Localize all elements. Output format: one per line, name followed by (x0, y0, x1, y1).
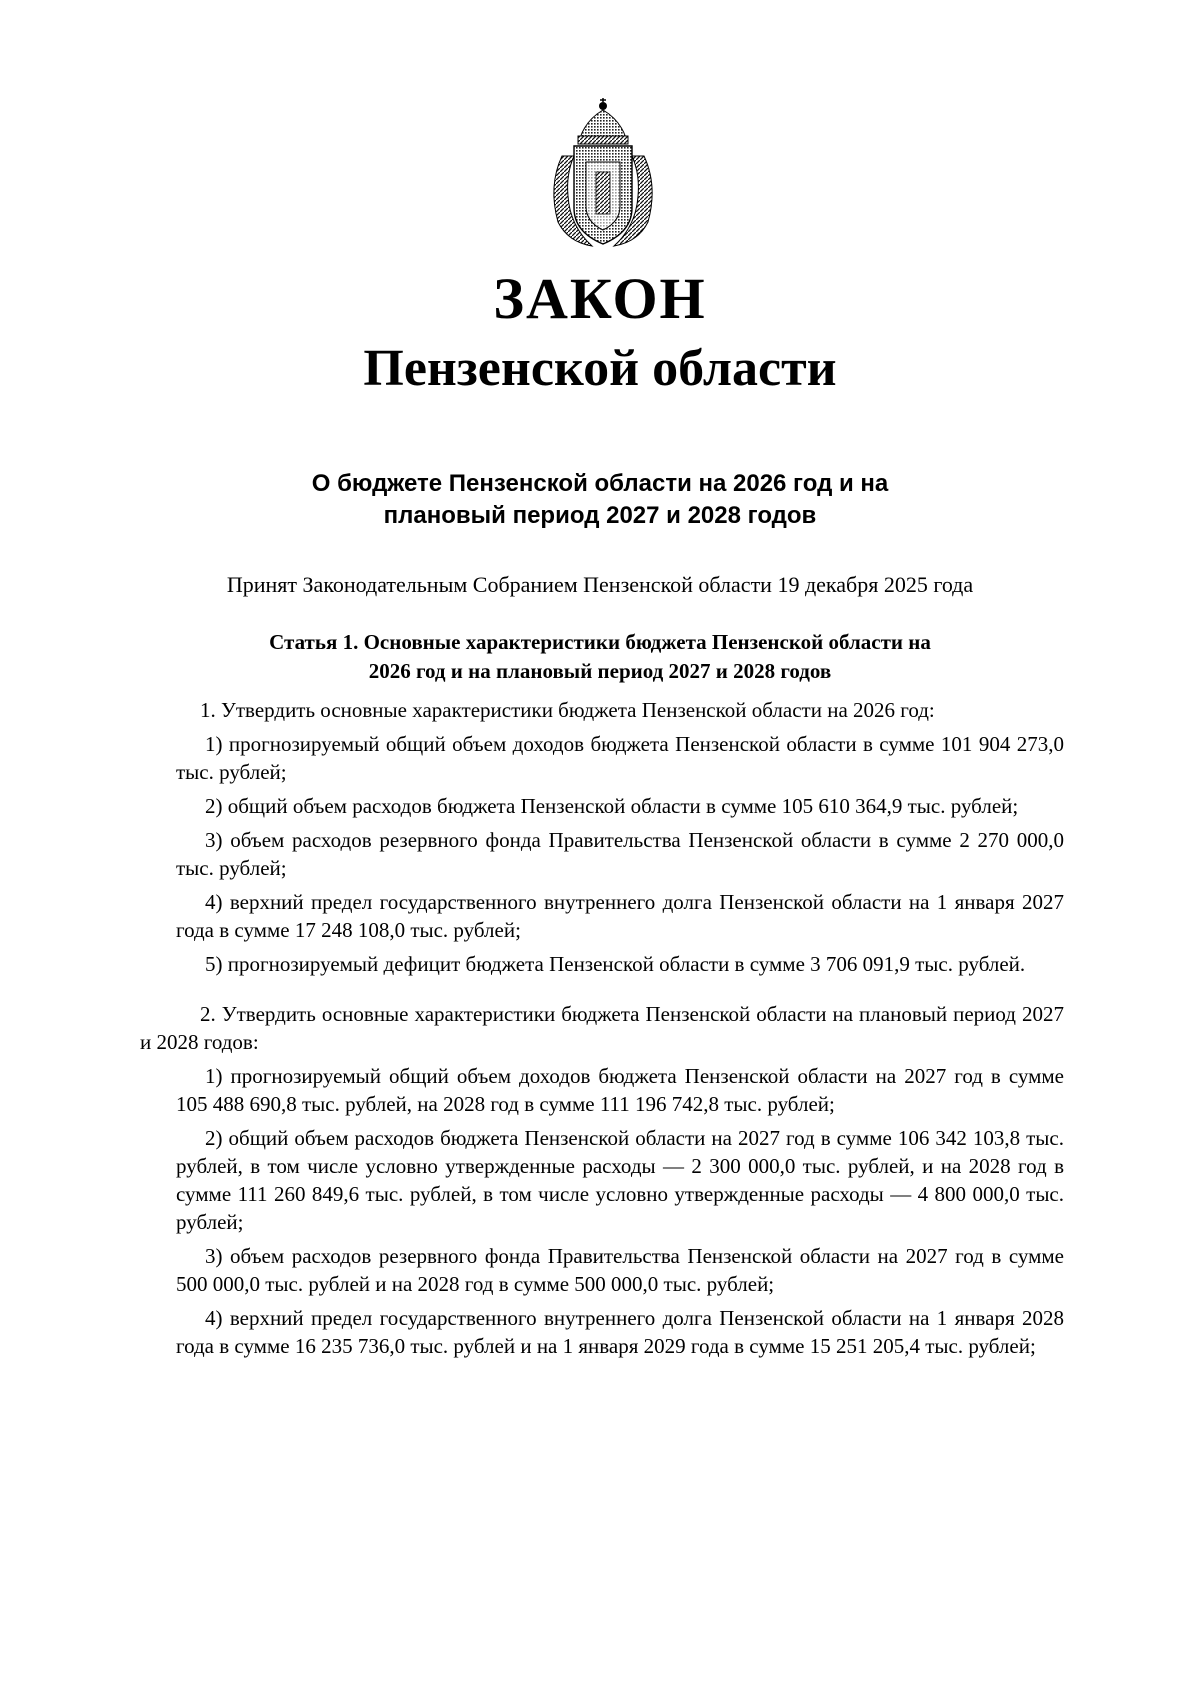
section-2-item: 1) прогнозируемый общий объем доходов бюджета Пензенской области на 2027 год в сумме 105 488 690,8 тыс. рублей, на 2028 год в сумме 111 196 742,8 тыс. рублей; (176, 1064, 1064, 1116)
section-2-item: 4) верхний предел государственного внутреннего долга Пензенской области на 1 января 2028 года в сумме 16 235 736,0 тыс. рублей и на 1 января 2029 года в сумме 15 251 205,4 тыс. рублей; (176, 1306, 1064, 1358)
section-2-item: 3) объем расходов резервного фонда Правительства Пензенской области на 2027 год в сумме 500 000,0 тыс. рублей и на 2028 год в сумме 500 000,0 тыс. рублей; (176, 1244, 1064, 1296)
section-1-item: 2) общий объем расходов бюджета Пензенской области в сумме 105 610 364,9 тыс. рублей; (205, 794, 1019, 818)
law-title-line-2: плановый период 2027 и 2028 годов (383, 502, 817, 529)
section-1-item: 4) верхний предел государственного внутреннего долга Пензенской области на 1 января 2027 года в сумме 17 248 108,0 тыс. рублей; (176, 890, 1064, 942)
document-title: ЗАКОН (493, 266, 707, 331)
document-region: Пензенской области (363, 340, 837, 397)
section-1-item: 1) прогнозируемый общий объем доходов бюджета Пензенской области в сумме 101 904 273,0 тыс. рублей; (176, 732, 1064, 784)
law-title-line-1: О бюджете Пензенской области на 2026 год и на (311, 470, 889, 497)
coat-of-arms-icon (540, 96, 666, 252)
section-2-item: 2) общий объем расходов бюджета Пензенской области на 2027 год в сумме 106 342 103,8 тыс. рублей, в том числе условно утвержденные расходы — 2 300 000,0 тыс. рублей, и на 2028 год в сумме 111 260 849,6 тыс. рублей, в том числе условно утвержденные расходы — 4 800 000,0 тыс. рублей; (176, 1126, 1064, 1234)
section-1-item: 3) объем расходов резервного фонда Правительства Пензенской области в сумме 2 270 000,0 тыс. рублей; (176, 828, 1064, 880)
section-1-item: 5) прогнозируемый дефицит бюджета Пензенской области в сумме 3 706 091,9 тыс. рублей. (205, 952, 1026, 976)
section-1-intro: 1. Утвердить основные характеристики бюджета Пензенской области на 2026 год: (200, 698, 935, 722)
section-2-intro: 2. Утвердить основные характеристики бюджета Пензенской области на плановый период 2027 и 2028 годов: (140, 1002, 1064, 1054)
law-title (0, 468, 1200, 532)
article-body (140, 696, 1064, 1366)
article-heading-line-2: 2026 год и на плановый период 2027 и 2028 годов (368, 659, 832, 683)
article-heading (0, 628, 1200, 686)
article-heading-line-1: Статья 1. Основные характеристики бюджета Пензенской области на (269, 630, 931, 654)
adoption-note: Принят Законодательным Собранием Пензенской области 19 декабря 2025 года (226, 572, 974, 597)
